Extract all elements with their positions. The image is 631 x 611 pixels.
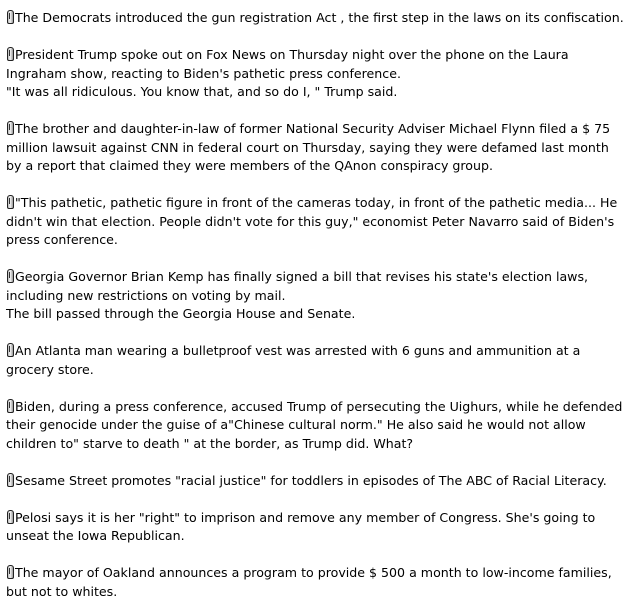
news-item-text: Biden, during a press conference, accused Trump of persecuting the Uighurs, while he defended their genocide under the guise of a"Chinese cultural norm." He also said he would not allow children to" starve to death " at the border, as Trump did. What?: [6, 398, 623, 451]
pushpin-icon: [6, 269, 13, 283]
news-item-text: An Atlanta man wearing a bulletproof vest was arrested with 6 guns and ammunition at a grocery store.: [6, 343, 581, 377]
pushpin-icon: [6, 195, 13, 209]
pushpin-icon: [6, 565, 13, 579]
news-item-quote: "It was all ridiculous. You know that, and so do I, " Trump said.: [6, 84, 398, 99]
news-item: [6, 564, 625, 601]
news-item: [6, 472, 625, 491]
news-item-text: The mayor of Oakland announces a program to provide $ 500 a month to low-income families, but not to whites.: [6, 565, 612, 599]
news-item-text: "This pathetic, pathetic figure in front of the cameras today, in front of the pathetic media... He didn't win that election. People didn't vote for this guy," economist Peter Navarro said of Biden's press conference.: [6, 195, 618, 247]
news-item: [6, 398, 625, 454]
news-item-text: Georgia Governor Brian Kemp has finally signed a bill that revises his state's election laws, including new restrictions on voting by mail.: [6, 269, 589, 303]
news-item-text: Sesame Street promotes "racial justice" for toddlers in episodes of The ABC of Racial Literacy.: [6, 472, 625, 491]
news-item: [6, 9, 625, 28]
news-item: [6, 342, 625, 379]
pushpin-icon: [6, 473, 13, 487]
pushpin-icon: [6, 510, 13, 524]
pushpin-icon: [6, 399, 13, 413]
news-item-followup: The bill passed through the Georgia House and Senate.: [6, 306, 356, 321]
news-item: [6, 509, 625, 546]
news-item: [6, 120, 625, 176]
pushpin-icon: [6, 343, 13, 357]
pushpin-icon: [6, 47, 13, 61]
news-item-text: President Trump spoke out on Fox News on Thursday night over the phone on the Laura Ingraham show, reacting to Biden's pathetic press conference.: [6, 47, 569, 81]
news-item: [6, 46, 625, 102]
news-item-text: The brother and daughter-in-law of former National Security Adviser Michael Flynn filed a $ 75 million lawsuit against CNN in federal court on Thursday, saying they were defamed last month by a report that claimed they were members of the QAnon conspiracy group.: [6, 121, 611, 173]
news-item-text: The Democrats introduced the gun registration Act , the first step in the laws on its confiscation.: [6, 9, 625, 28]
news-item: [6, 194, 625, 250]
pushpin-icon: [6, 121, 13, 135]
news-item-text: Pelosi says it is her "right" to imprison and remove any member of Congress. She's going to unseat the Iowa Republican.: [6, 509, 596, 543]
news-item: [6, 268, 625, 324]
pushpin-icon: [6, 10, 13, 24]
